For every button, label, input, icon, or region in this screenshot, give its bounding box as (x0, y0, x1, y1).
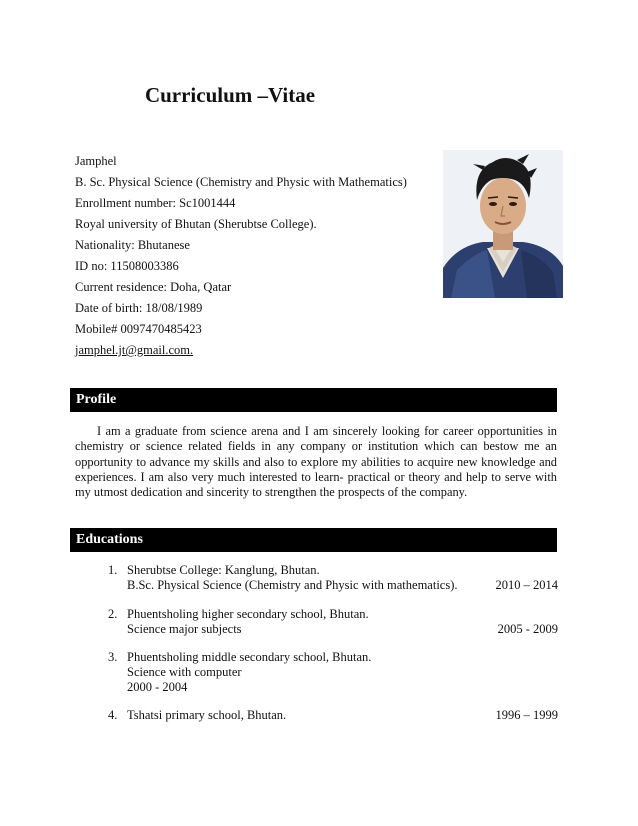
education-years: 2010 – 2014 (495, 578, 558, 592)
email-link[interactable]: jamphel.jt@gmail.com. (75, 343, 194, 357)
education-detail: B.Sc. Physical Science (Chemistry and Physic with mathematics). (127, 578, 458, 592)
school-name: Tshatsi primary school, Bhutan. (127, 708, 287, 722)
school-name: Phuentsholing middle secondary school, Bhutan. (127, 650, 372, 664)
date-of-birth: Date of birth: 18/08/1989 (75, 301, 203, 315)
page-title: Curriculum –Vitae (144, 83, 316, 107)
nationality: Nationality: Bhutanese (75, 238, 190, 252)
school-name: Phuentsholing higher secondary school, Bhutan. (127, 607, 369, 621)
current-residence: Current residence: Doha, Qatar (75, 280, 232, 294)
list-number: 3. (108, 650, 118, 664)
education-detail: Science with computer (127, 665, 242, 679)
education-years: 2000 - 2004 (127, 680, 188, 694)
name: Jamphel (75, 154, 117, 168)
school-name: Sherubtse College: Kanglung, Bhutan. (127, 563, 320, 577)
education-years: 2005 - 2009 (497, 622, 558, 636)
profile-text: I am a graduate from science arena and I am sincerely looking for career opportunities in chemistry or science related fields in any company or institution which can bestow me an opportunity to advance my skills and also to explore my abilities to acquire new knowledge and experiences. I am also very much interested to learn- practical or theory and help to serve with my utmost dedication and sincerity to strengthen the prospects of the company. (75, 424, 557, 500)
id-number: ID no: 11508003386 (75, 259, 179, 273)
school-row (127, 708, 558, 723)
enrollment-number: Enrollment number: Sc1001444 (75, 196, 236, 210)
mobile-number: Mobile# 0097470485423 (75, 322, 202, 336)
personal-info (75, 151, 407, 361)
education-years: 1996 – 1999 (495, 708, 558, 722)
education-detail: Science major subjects (127, 622, 242, 636)
education-detail-row (127, 578, 558, 593)
university: Royal university of Bhutan (Sherubtse College). (75, 217, 317, 231)
list-number: 1. (108, 563, 118, 577)
list-number: 4. (108, 708, 118, 722)
list-number: 2. (108, 607, 118, 621)
profile-section-header: Profile (70, 388, 557, 412)
education-detail-row (127, 622, 558, 637)
profile-photo (443, 150, 563, 298)
degree: B. Sc. Physical Science (Chemistry and Physic with Mathematics) (75, 175, 407, 189)
educations-section-header: Educations (70, 528, 557, 552)
